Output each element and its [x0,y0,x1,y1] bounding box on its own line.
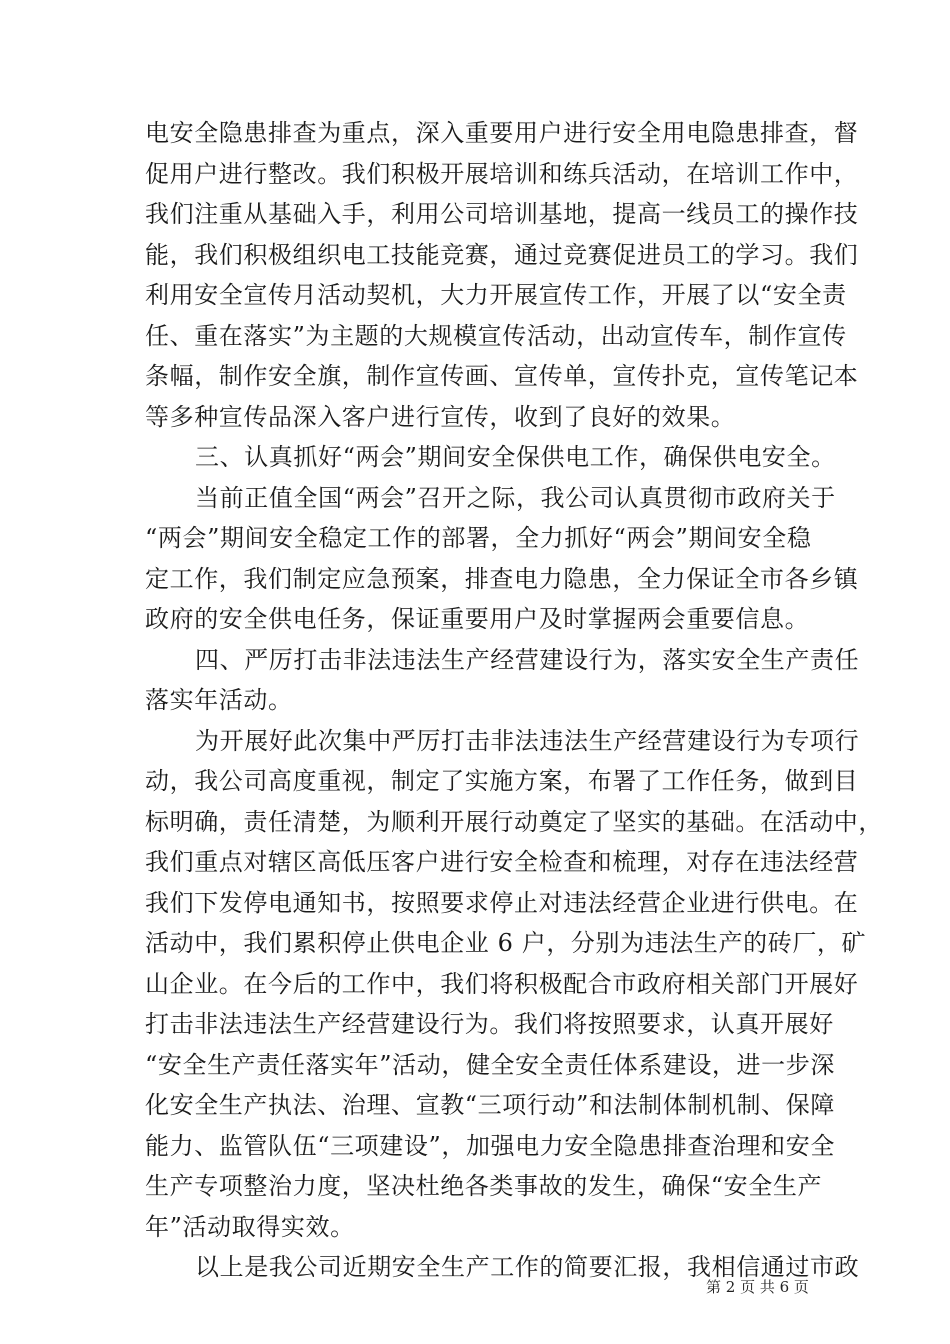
text-line: 条幅，制作安全旗，制作宣传画、宣传单，宣传扑克，宣传笔记本 [145,362,859,390]
text-line: 促用户进行整改。我们积极开展培训和练兵活动，在培训工作中， [145,159,859,188]
text-line: 能力、监管队伍“三项建设”，加强电力安全隐患排查治理和安全 [145,1131,835,1160]
text-line: 以上是我公司近期安全生产工作的简要汇报，我相信通过市政 [195,1253,860,1281]
text-line: 动，我公司高度重视，制定了实施方案，布署了工作任务，做到目 [145,767,859,795]
text-line: 打击非法违法生产经营建设行为。我们将按照要求，认真开展好 [145,1010,834,1038]
text-line: 利用安全宣传月活动契机，大力开展宣传工作，开展了以“安全责 [145,281,847,309]
text-line: 化安全生产执法、治理、宣教“三项行动”和法制体制机制、保障 [145,1091,835,1119]
text-line: 等多种宣传品深入客户进行宣传，收到了良好的效果。 [145,402,736,431]
text-line: 电安全隐患排查为重点，深入重要用户进行安全用电隐患排查，督 [145,119,859,147]
text-line: “安全生产责任落实年”活动，健全安全责任体系建设，进一步深 [145,1050,835,1079]
text-line: 我们下发停电通知书，按照要求停止对违法经营企业进行供电。在 [145,888,859,917]
text-line: 为开展好此次集中严厉打击非法违法生产经营建设行为专项行 [195,726,860,755]
text-line: 我们注重从基础入手，利用公司培训基地，提高一线员工的操作技 [145,200,859,228]
text-line: 活动中，我们累积停止供电企业 6 户，分别为违法生产的砖厂，矿 [145,929,867,957]
text-line: 政府的安全供电任务，保证重要用户及时掌握两会重要信息。 [145,605,810,633]
text-line: 标明确，责任清楚，为顺利开展行动奠定了坚实的基础。在活动中， [145,807,883,836]
text-line: 生产专项整治力度，坚决杜绝各类事故的发生，确保“安全生产 [145,1172,823,1200]
text-line: 定工作，我们制定应急预案，排查电力隐患，全力保证全市各乡镇 [145,564,859,593]
body-text [145,113,883,1288]
text-line: 年”活动取得实效。 [145,1212,355,1241]
text-line: 任、重在落实”为主题的大规模宣传活动，出动宣传车，制作宣传 [145,321,847,350]
page-number-footer: 第 2 页 共 6 页 [706,1278,809,1296]
text-line: 能，我们积极组织电工技能竞赛，通过竞赛促进员工的学习。我们 [145,240,859,269]
text-line: 山企业。在今后的工作中，我们将积极配合市政府相关部门开展好 [145,969,859,998]
text-line: 四、严厉打击非法违法生产经营建设行为，落实安全生产责任 [195,645,860,674]
text-line: 三、认真抓好“两会”期间安全保供电工作，确保供电安全。 [195,443,836,471]
text-line: 落实年活动。 [145,686,293,714]
text-line: 我们重点对辖区高低压客户进行安全检查和梳理，对存在违法经营 [145,848,859,876]
text-line: 当前正值全国“两会”召开之际，我公司认真贯彻市政府关于 [195,483,836,512]
text-line: “两会”期间安全稳定工作的部署，全力抓好“两会”期间安全稳 [145,524,812,552]
